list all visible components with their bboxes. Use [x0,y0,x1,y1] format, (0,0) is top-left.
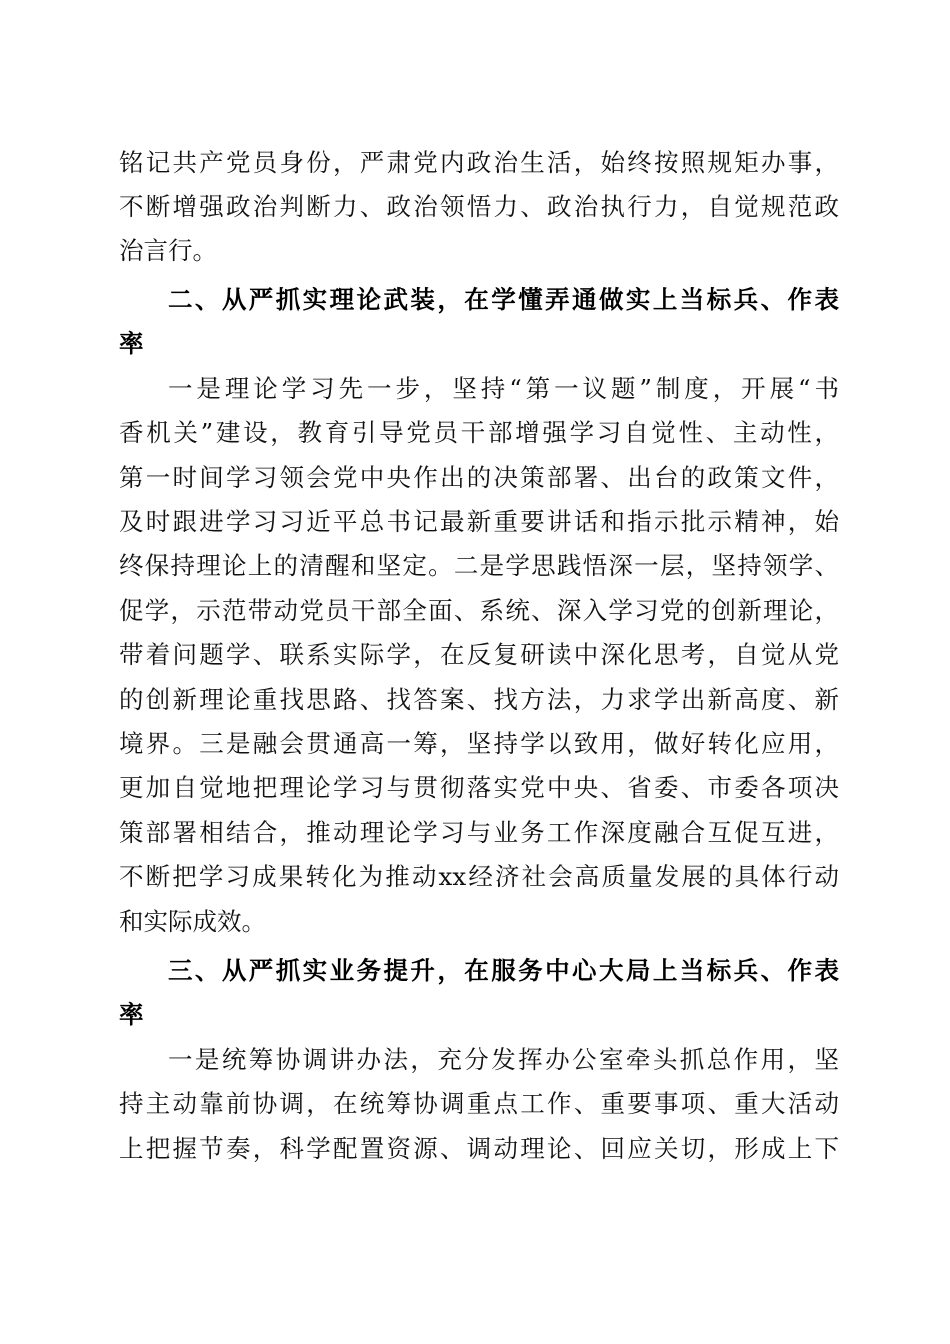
body-line: 更加自觉地把理论学习与贯彻落实党中央、省委、市委各项决 [119,773,839,802]
body-line: 终保持理论上的清醒和坚定。二是学思践悟深一层，坚持领学、 [119,551,839,580]
body-line: 及时跟进学习习近平总书记最新重要讲话和指示批示精神，始 [119,507,839,536]
body-line: 境界。三是融会贯通高一筹，坚持学以致用，做好转化应用， [119,729,839,758]
body-line: 治言行。 [119,236,217,265]
body-line: 和实际成效。 [119,907,266,936]
body-line: 策部署相结合，推动理论学习与业务工作深度融合互促互进， [119,818,839,847]
section-heading-3: 三、从严抓实业务提升，在服务中心大局上当标兵、作表 [168,956,839,985]
body-line: 上把握节奏，科学配置资源、调动理论、回应关切，形成上下 [119,1134,839,1163]
body-line: 持主动靠前协调，在统筹协调重点工作、重要事项、重大活动 [119,1089,839,1118]
body-line: 香机关”建设，教育引导党员干部增强学习自觉性、主动性， [119,418,839,447]
paragraph-first-line: 一是统筹协调讲办法，充分发挥办公室牵头抓总作用，坚 [168,1045,839,1074]
body-line: 带着问题学、联系实际学，在反复研读中深化思考，自觉从党 [119,640,839,669]
body-line: 的创新理论重找思路、找答案、找方法，力求学出新高度、新 [119,685,839,714]
body-line: 不断把学习成果转化为推动xx经济社会高质量发展的具体行动 [119,862,839,891]
body-line: 铭记共产党员身份，严肃党内政治生活，始终按照规矩办事， [119,148,839,177]
section-heading-3-continuation: 率 [119,1000,144,1029]
paragraph-first-line: 一是理论学习先一步，坚持“第一议题”制度，开展“书 [168,374,839,403]
body-line: 不断增强政治判断力、政治领悟力、政治执行力，自觉规范政 [119,192,839,221]
body-line: 第一时间学习领会党中央作出的决策部署、出台的政策文件， [119,463,839,492]
section-heading-2-continuation: 率 [119,329,144,358]
body-line: 促学，示范带动党员干部全面、系统、深入学习党的创新理论， [119,596,839,625]
section-heading-2: 二、从严抓实理论武装，在学懂弄通做实上当标兵、作表 [168,285,839,314]
